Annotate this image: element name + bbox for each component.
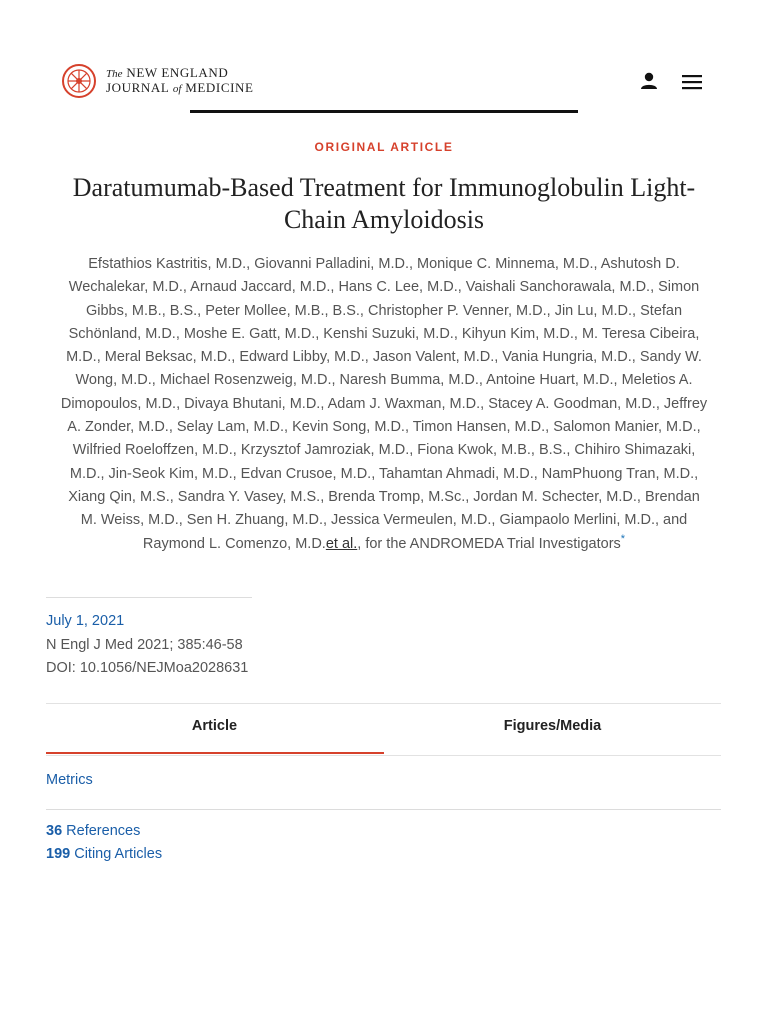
references-count: 36 <box>46 823 63 839</box>
meta-divider <box>46 597 252 598</box>
doi: DOI: 10.1056/NEJMoa2028631 <box>46 660 249 676</box>
journal-citation: N Engl J Med 2021; 385:46-58 <box>46 637 243 653</box>
article-type-label: ORIGINAL ARTICLE <box>314 140 454 154</box>
active-tab-indicator <box>46 752 384 754</box>
citing-articles-label: Citing Articles <box>74 846 163 862</box>
site-header <box>0 0 768 112</box>
metrics-link[interactable]: Metrics <box>46 772 93 788</box>
footnote-link[interactable]: * <box>620 532 626 545</box>
citing-articles-link[interactable] <box>46 846 162 862</box>
tabs-top-divider <box>46 703 721 704</box>
logo-wordmark: The NEW ENGLAND JOURNAL of MEDICINE <box>106 65 254 95</box>
tab-article[interactable]: Article <box>191 718 238 734</box>
nejm-seal-icon <box>62 64 96 98</box>
references-link[interactable] <box>46 823 140 839</box>
metrics-divider <box>46 809 721 810</box>
nejm-logo[interactable] <box>62 64 254 98</box>
citing-articles-count: 199 <box>46 846 71 862</box>
publication-date-link[interactable]: July 1, 2021 <box>46 613 125 629</box>
et-al-link[interactable]: et al. <box>325 535 358 552</box>
author-list <box>60 253 708 556</box>
references-label: References <box>66 823 141 839</box>
header-divider <box>190 110 578 113</box>
investigator-group: , for the ANDROMEDA Trial Investigators <box>357 535 621 552</box>
hamburger-menu-icon[interactable] <box>680 72 704 92</box>
tabs-bottom-divider <box>46 755 721 756</box>
user-icon[interactable] <box>638 70 660 92</box>
author-names: Efstathios Kastritis, M.D., Giovanni Palladini, M.D., Monique C. Minnema, M.D., Ashutosh D. Wechalekar, M.D., Arnaud Jaccard, M.D., Hans C. Lee, M.D., Vaishali Sanchorawala, M.D., Simon Gibbs, M.B., B.S., Peter Mollee, M.B., B.S., Christopher P. Venner, M.D., Jin Lu, M.D., Stefan Schönland, M.D., Moshe E. Gatt, M.D., Kenshi Suzuki, M.D., Kihyun Kim, M.D., M. Teresa Cibeira, M.D., Meral Beksac, M.D., Edward Libby, M.D., Jason Valent, M.D., Vania Hungria, M.D., Sandy W. Wong, M.D., Michael Rosenzweig, M.D., Naresh Bumma, M.D., Antoine Huart, M.D., Meletios A. Dimopoulos, M.D., Divaya Bhutani, M.D., Adam J. Waxman, M.D., Stacey A. Goodman, M.D., Jeffrey A. Zonder, M.D., Selay Lam, M.D., Kevin Song, M.D., Timon Hansen, M.D., Salomon Manier, M.D., Wilfried Roeloffzen, M.D., Krzysztof Jamroziak, M.D., Fiona Kwok, M.B., B.S., Chihiro Shimazaki, M.D., Jin-Seok Kim, M.D., Edvan Crusoe, M.D., Tahamtan Ahmadi, M.D., NamPhuong Tran, M.D., Xiang Qin, M.S., Sandra Y. Vasey, M.S., Brenda Tromp, M.Sc., Jordan M. Schecter, M.D., Brendan M. Weiss, M.D., Sen H. Zhuang, M.D., Jessica Vermeulen, M.D., Giampaolo Merlini, M.D., and Raymond L. Comenzo, M.D. <box>60 256 708 552</box>
tab-figures-media[interactable]: Figures/Media <box>503 718 602 734</box>
article-title: Daratumumab-Based Treatment for Immunoglobulin Light-Chain Amyloidosis <box>72 173 696 234</box>
